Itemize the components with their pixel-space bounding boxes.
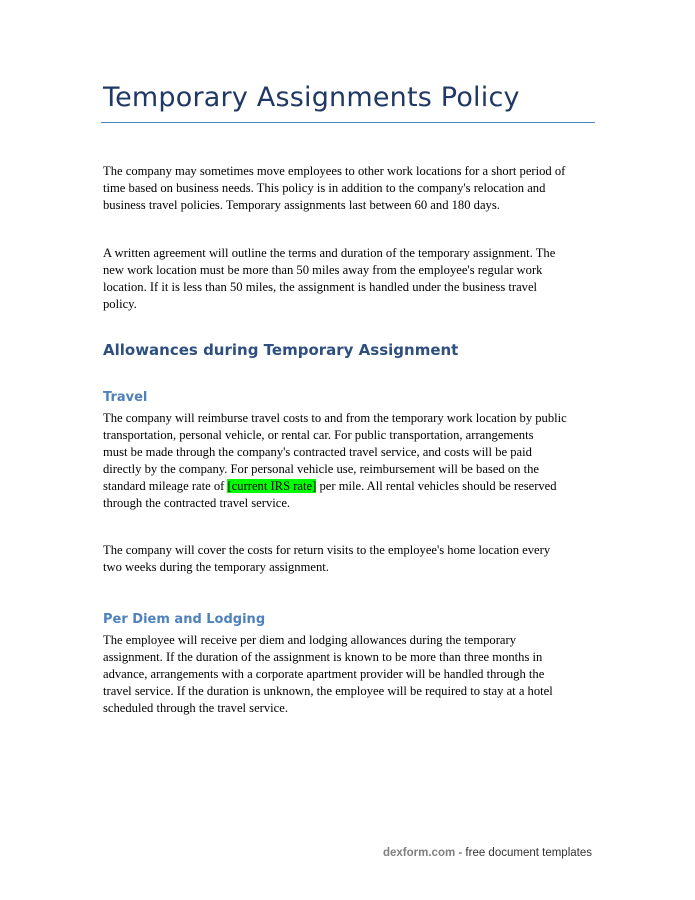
subheading-travel: Travel bbox=[103, 390, 148, 405]
text-line: through the contracted travel service. bbox=[103, 496, 291, 510]
text-line: travel service. If the duration is unknown, the employee will be required to stay at a hotel bbox=[103, 684, 553, 698]
text-line: The company will cover the costs for return visits to the employee's home location every bbox=[103, 543, 551, 557]
text-line: directly by the company. For personal vehicle use, reimbursement will be based on the bbox=[103, 462, 539, 476]
text-line: location. If it is less than 50 miles, the assignment is handled under the business travel bbox=[103, 280, 538, 294]
text-line: must be made through the company's contracted travel service, and costs will be paid bbox=[103, 445, 532, 459]
footer-tagline: - free document templates bbox=[455, 847, 592, 859]
intro-paragraph-1 bbox=[103, 163, 595, 214]
return-visits-paragraph bbox=[103, 542, 595, 576]
travel-paragraph bbox=[103, 410, 595, 512]
intro-paragraph-2 bbox=[103, 245, 595, 313]
text-line: two weeks during the temporary assignment. bbox=[103, 560, 329, 574]
footer-brand-link[interactable]: dexform.com bbox=[382, 847, 456, 859]
text-line: A written agreement will outline the terms and duration of the temporary assignment. The bbox=[103, 246, 556, 260]
text-line: new work location must be more than 50 miles away from the employee's regular work bbox=[103, 263, 543, 277]
text-line: assignment. If the duration of the assignment is known to be more than three months in bbox=[103, 650, 543, 664]
text-line: business travel policies. Temporary assignments last between 60 and 180 days. bbox=[103, 198, 500, 212]
mileage-text-after: per mile. All rental vehicles should be reserved bbox=[316, 479, 557, 493]
document-title: Temporary Assignments Policy bbox=[103, 82, 520, 113]
text-line: scheduled through the travel service. bbox=[103, 701, 288, 715]
text-line: policy. bbox=[103, 297, 137, 311]
irs-rate-placeholder: [current IRS rate] bbox=[227, 479, 317, 493]
per-diem-paragraph bbox=[103, 632, 595, 717]
footer bbox=[383, 847, 592, 859]
text-line: The employee will receive per diem and lodging allowances during the temporary bbox=[103, 633, 516, 647]
text-line: advance, arrangements with a corporate apartment provider will be handled through the bbox=[103, 667, 545, 681]
text-line: The company will reimburse travel costs to and from the temporary work location by public bbox=[103, 411, 567, 425]
title-underline bbox=[101, 122, 595, 123]
text-line: transportation, personal vehicle, or rental car. For public transportation, arrangements bbox=[103, 428, 534, 442]
subheading-per-diem: Per Diem and Lodging bbox=[103, 612, 266, 627]
mileage-text-before: standard mileage rate of bbox=[103, 479, 228, 493]
section-heading-allowances: Allowances during Temporary Assignment bbox=[103, 341, 459, 359]
mileage-line bbox=[103, 478, 595, 495]
text-line: The company may sometimes move employees to other work locations for a short period of bbox=[103, 164, 566, 178]
text-line: time based on business needs. This policy is in addition to the company's relocation and bbox=[103, 181, 546, 195]
